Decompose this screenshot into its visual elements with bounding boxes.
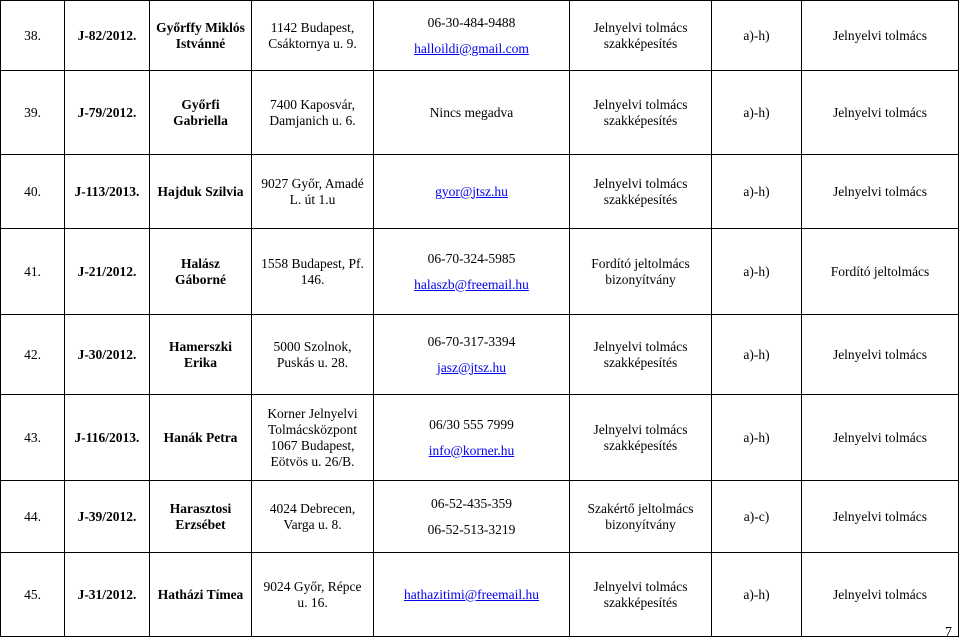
table-row (1, 481, 959, 553)
cell-line: Jelnyelvi tolmács (593, 338, 688, 354)
person-name (150, 553, 252, 637)
contact-info (374, 315, 570, 395)
registration-number (65, 395, 150, 481)
registration-number-text: J-82/2012. (77, 27, 137, 43)
email-link[interactable]: halloildi@gmail.com (414, 40, 529, 56)
competence-range (712, 71, 802, 155)
email-link[interactable]: gyor@jtsz.hu (435, 183, 508, 199)
spacer (376, 31, 567, 41)
cell-line: Damjanich u. 6. (269, 112, 356, 128)
cell-line: szakképesítés (603, 594, 678, 610)
cell-line: Istvánné (175, 35, 226, 51)
cell-line: Harasztosi (169, 500, 232, 516)
cell-line: u. 16. (297, 594, 328, 610)
registration-number (65, 71, 150, 155)
competence-range-text: a)-c) (743, 508, 770, 524)
qualification (570, 71, 712, 155)
table-row (1, 315, 959, 395)
table-row (1, 229, 959, 315)
role (802, 1, 959, 71)
cell-line: Hanák Petra (163, 429, 238, 445)
role-text: Jelnyelvi tolmács (832, 346, 928, 362)
spacer (376, 433, 567, 443)
role (802, 315, 959, 395)
competence-range (712, 315, 802, 395)
table-row (1, 155, 959, 229)
table-row (1, 71, 959, 155)
qualification (570, 553, 712, 637)
cell-line: Csáktornya u. 9. (268, 35, 357, 51)
email-link[interactable]: hathazitimi@freemail.hu (403, 586, 539, 602)
cell-line: szakképesítés (603, 437, 678, 453)
row-index (1, 71, 65, 155)
role (802, 395, 959, 481)
cell-line: Jelnyelvi tolmács (593, 175, 688, 191)
role-text: Fordító jeltolmács (830, 263, 930, 279)
row-index-text: 39. (24, 104, 41, 120)
contact-info (374, 395, 570, 481)
cell-line: 4024 Debrecen, (269, 500, 356, 516)
cell-line: Jelnyelvi tolmács (593, 578, 688, 594)
address (252, 71, 374, 155)
email-link[interactable]: jasz@jtsz.hu (436, 359, 507, 375)
registration-number (65, 481, 150, 553)
registration-number (65, 315, 150, 395)
table-row (1, 1, 959, 71)
registration-number-text: J-21/2012. (77, 263, 137, 279)
cell-line: Győrfi (181, 96, 220, 112)
cell-line: szakképesítés (603, 112, 678, 128)
person-name (150, 71, 252, 155)
contact-info (374, 229, 570, 315)
cell-line: szakképesítés (603, 354, 678, 370)
person-name (150, 481, 252, 553)
contact-info (374, 71, 570, 155)
cell-line: Jelnyelvi tolmács (593, 421, 688, 437)
role (802, 229, 959, 315)
address (252, 395, 374, 481)
cell-line: Gáborné (174, 271, 226, 287)
row-index (1, 155, 65, 229)
spacer (376, 512, 567, 522)
row-index (1, 229, 65, 315)
address (252, 481, 374, 553)
table-row (1, 553, 959, 637)
registration-number-text: J-79/2012. (77, 104, 137, 120)
cell-line: Halász (181, 255, 220, 271)
page-number: 7 (945, 625, 952, 640)
phone-text: 06/30 555 7999 (429, 416, 514, 432)
address (252, 553, 374, 637)
competence-range (712, 155, 802, 229)
competence-range-text: a)-h) (743, 263, 770, 279)
role (802, 155, 959, 229)
phone-text: 06-52-513-3219 (427, 521, 516, 537)
role-text: Jelnyelvi tolmács (832, 508, 928, 524)
row-index (1, 553, 65, 637)
contact-info (374, 553, 570, 637)
row-index-text: 44. (24, 508, 41, 524)
competence-range-text: a)-h) (743, 429, 770, 445)
address (252, 229, 374, 315)
cell-line: 146. (300, 271, 325, 287)
contact-info (374, 155, 570, 229)
address (252, 1, 374, 71)
row-index (1, 1, 65, 71)
qualification (570, 395, 712, 481)
cell-line: L. út 1.u (289, 191, 336, 207)
registration-number-text: J-30/2012. (77, 346, 137, 362)
phone-text: 06-52-435-359 (431, 495, 512, 511)
qualification (570, 315, 712, 395)
cell-line: Tolmácsközpont (267, 421, 358, 437)
registration-number (65, 1, 150, 71)
registration-number (65, 553, 150, 637)
role-text: Jelnyelvi tolmács (832, 586, 928, 602)
cell-line: Varga u. 8. (283, 516, 342, 532)
contact-info (374, 1, 570, 71)
phone-text: 06-70-324-5985 (427, 250, 516, 266)
competence-range-text: a)-h) (743, 104, 770, 120)
competence-range-text: a)-h) (743, 346, 770, 362)
competence-range (712, 553, 802, 637)
cell-line: 1558 Budapest, Pf. (261, 255, 364, 271)
row-index-text: 41. (24, 263, 41, 279)
cell-line: Jelnyelvi tolmács (593, 19, 688, 35)
table-row (1, 395, 959, 481)
cell-line: Hamerszki (169, 338, 232, 354)
row-index-text: 40. (24, 183, 41, 199)
cell-line: Eötvös u. 26/B. (270, 453, 355, 469)
phone-text: 06-70-317-3394 (427, 333, 516, 349)
row-index (1, 395, 65, 481)
person-name (150, 229, 252, 315)
cell-line: Erzsébet (175, 516, 226, 532)
role (802, 71, 959, 155)
cell-line: Puskás u. 28. (276, 354, 349, 370)
competence-range (712, 229, 802, 315)
row-index-text: 38. (24, 27, 41, 43)
email-link[interactable]: halaszb@freemail.hu (414, 276, 529, 292)
registration-number-text: J-31/2012. (77, 586, 137, 602)
email-link[interactable]: info@korner.hu (428, 442, 515, 458)
role-text: Jelnyelvi tolmács (832, 429, 928, 445)
cell-line: 9027 Győr, Amadé (261, 175, 364, 191)
registry-rows (1, 1, 959, 637)
qualification (570, 481, 712, 553)
cell-line: 9024 Győr, Répce (263, 578, 362, 594)
spacer (376, 350, 567, 360)
role (802, 481, 959, 553)
competence-range (712, 395, 802, 481)
cell-line: 1142 Budapest, (270, 19, 355, 35)
address (252, 315, 374, 395)
competence-range (712, 1, 802, 71)
cell-line: Hatházi Tímea (157, 586, 244, 602)
registration-number-text: J-113/2013. (74, 183, 140, 199)
qualification (570, 229, 712, 315)
role-text: Jelnyelvi tolmács (832, 183, 928, 199)
row-index (1, 481, 65, 553)
cell-line: 5000 Szolnok, (273, 338, 352, 354)
cell-line: Győrffy Miklós (156, 19, 245, 35)
phone-text: 06-30-484-9488 (427, 14, 516, 30)
cell-line: 1067 Budapest, (270, 437, 355, 453)
cell-line: szakképesítés (603, 35, 678, 51)
competence-range-text: a)-h) (743, 586, 770, 602)
registration-number (65, 229, 150, 315)
role (802, 553, 959, 637)
role-text: Jelnyelvi tolmács (832, 104, 928, 120)
cell-line: bizonyítvány (605, 271, 676, 287)
qualification (570, 1, 712, 71)
spacer (376, 267, 567, 277)
row-index-text: 43. (24, 429, 41, 445)
cell-line: Erika (183, 354, 217, 370)
registration-number (65, 155, 150, 229)
phone-text: Nincs megadva (429, 104, 514, 120)
cell-line: Szakértő jeltolmács (587, 500, 694, 516)
cell-line: bizonyítvány (605, 516, 676, 532)
row-index-text: 42. (24, 346, 41, 362)
qualification (570, 155, 712, 229)
cell-line: Hajduk Szilvia (157, 183, 244, 199)
registration-number-text: J-39/2012. (77, 508, 137, 524)
row-index-text: 45. (24, 586, 41, 602)
registration-number-text: J-116/2013. (74, 429, 140, 445)
cell-line: Fordító jeltolmács (591, 255, 690, 271)
cell-line: Gabriella (173, 112, 228, 128)
cell-line: Jelnyelvi tolmács (593, 96, 688, 112)
address (252, 155, 374, 229)
person-name (150, 395, 252, 481)
cell-line: Korner Jelnyelvi (267, 405, 358, 421)
contact-info (374, 481, 570, 553)
row-index (1, 315, 65, 395)
competence-range (712, 481, 802, 553)
person-name (150, 315, 252, 395)
cell-line: szakképesítés (603, 191, 678, 207)
cell-line: 7400 Kaposvár, (270, 96, 355, 112)
competence-range-text: a)-h) (743, 27, 770, 43)
competence-range-text: a)-h) (743, 183, 770, 199)
person-name (150, 155, 252, 229)
role-text: Jelnyelvi tolmács (832, 27, 928, 43)
person-name (150, 1, 252, 71)
